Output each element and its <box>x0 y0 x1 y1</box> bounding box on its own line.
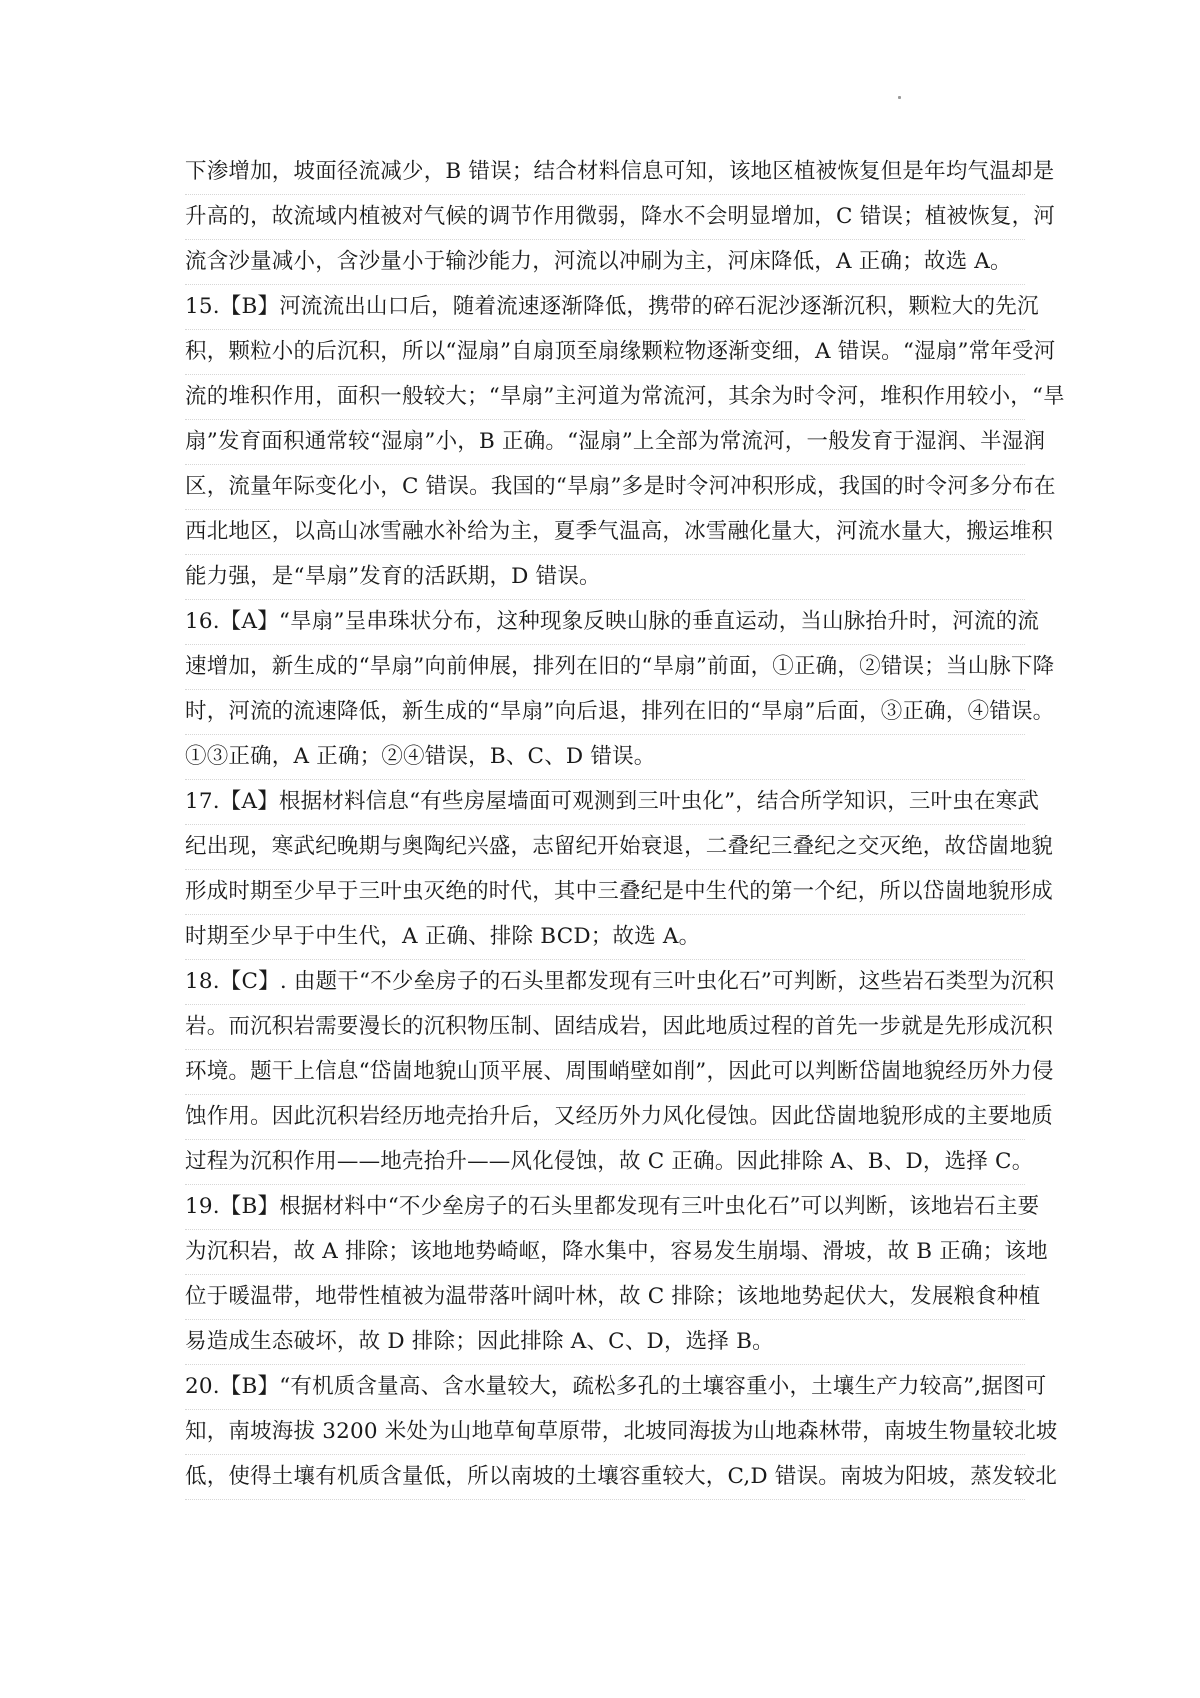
text-line: 扇”发育面积通常较“湿扇”小，B 正确。“湿扇”上全部为常流河，一般发育于湿润、半湿润 <box>185 420 1025 465</box>
text-line: 为沉积岩，故 A 排除；该地地势崎岖，降水集中，容易发生崩塌、滑坡，故 B 正确；该地 <box>185 1230 1025 1275</box>
text-line: 升高的，故流域内植被对气候的调节作用微弱，降水不会明显增加，C 错误；植被恢复，河 <box>185 195 1025 240</box>
text-line: 岩。而沉积岩需要漫长的沉积物压制、固结成岩，因此地质过程的首先一步就是先形成沉积 <box>185 1005 1025 1050</box>
text-line: 19.【B】根据材料中“不少垒房子的石头里都发现有三叶虫化石”可以判断，该地岩石主要 <box>185 1185 1025 1230</box>
text-line: 能力强，是“旱扇”发育的活跃期，D 错误。 <box>185 555 1025 600</box>
text-line: 低，使得土壤有机质含量低，所以南坡的土壤容重较大，C,D 错误。南坡为阳坡，蒸发较北 <box>185 1455 1025 1500</box>
text-line: 时期至少早于中生代，A 正确、排除 BCD；故选 A。 <box>185 915 1025 960</box>
text-line: 18.【C】. 由题干“不少垒房子的石头里都发现有三叶虫化石”可判断，这些岩石类型为沉积 <box>185 960 1025 1005</box>
text-line: 纪出现，寒武纪晚期与奥陶纪兴盛，志留纪开始衰退，二叠纪三叠纪之交灭绝，故岱崮地貌 <box>185 825 1025 870</box>
answer-explanation-text <box>185 150 1065 1500</box>
text-line: 西北地区，以高山冰雪融水补给为主，夏季气温高，冰雪融化量大，河流水量大，搬运堆积 <box>185 510 1025 555</box>
text-line: 下渗增加，坡面径流减少，B 错误；结合材料信息可知，该地区植被恢复但是年均气温却是 <box>185 150 1025 195</box>
text-line: 17.【A】根据材料信息“有些房屋墙面可观测到三叶虫化”，结合所学知识，三叶虫在寒武 <box>185 780 1025 825</box>
text-line: 速增加，新生成的“旱扇”向前伸展，排列在旧的“旱扇”前面，①正确，②错误；当山脉下降 <box>185 645 1025 690</box>
text-line: 积，颗粒小的后沉积，所以“湿扇”自扇顶至扇缘颗粒物逐渐变细，A 错误。“湿扇”常年受河 <box>185 330 1025 375</box>
text-line: ①③正确，A 正确；②④错误，B、C、D 错误。 <box>185 735 1025 780</box>
page-dot-mark <box>898 96 901 99</box>
text-line: 形成时期至少早于三叶虫灭绝的时代，其中三叠纪是中生代的第一个纪，所以岱崮地貌形成 <box>185 870 1025 915</box>
text-line: 位于暖温带，地带性植被为温带落叶阔叶林，故 C 排除；该地地势起伏大，发展粮食种植 <box>185 1275 1025 1320</box>
text-line: 16.【A】“旱扇”呈串珠状分布，这种现象反映山脉的垂直运动，当山脉抬升时，河流的流 <box>185 600 1025 645</box>
text-line: 流的堆积作用，面积一般较大；“旱扇”主河道为常流河，其余为时令河，堆积作用较小，“旱 <box>185 375 1025 420</box>
text-line: 环境。题干上信息“岱崮地貌山顶平展、周围峭壁如削”，因此可以判断岱崮地貌经历外力侵 <box>185 1050 1025 1095</box>
text-line: 蚀作用。因此沉积岩经历地壳抬升后，又经历外力风化侵蚀。因此岱崮地貌形成的主要地质 <box>185 1095 1025 1140</box>
text-line: 流含沙量减小，含沙量小于输沙能力，河流以冲刷为主，河床降低，A 正确；故选 A。 <box>185 240 1025 285</box>
text-line: 时，河流的流速降低，新生成的“旱扇”向后退，排列在旧的“旱扇”后面，③正确，④错误。 <box>185 690 1025 735</box>
text-line: 易造成生态破坏，故 D 排除；因此排除 A、C、D，选择 B。 <box>185 1320 1025 1365</box>
text-line: 20.【B】“有机质含量高、含水量较大，疏松多孔的土壤容重小，土壤生产力较高”,据图可 <box>185 1365 1025 1410</box>
text-line: 过程为沉积作用——地壳抬升——风化侵蚀，故 C 正确。因此排除 A、B、D，选择 C。 <box>185 1140 1025 1185</box>
text-line: 15.【B】河流流出山口后，随着流速逐渐降低，携带的碎石泥沙逐渐沉积，颗粒大的先沉 <box>185 285 1025 330</box>
text-line: 知，南坡海拔 3200 米处为山地草甸草原带，北坡同海拔为山地森林带，南坡生物量较北坡 <box>185 1410 1025 1455</box>
text-line: 区，流量年际变化小，C 错误。我国的“旱扇”多是时令河冲积形成，我国的时令河多分布在 <box>185 465 1025 510</box>
